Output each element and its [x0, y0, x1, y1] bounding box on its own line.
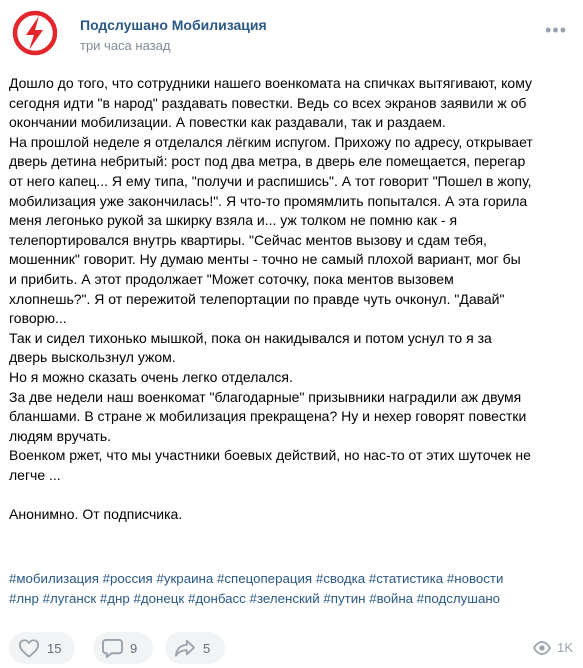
hashtags: [9, 569, 574, 609]
post-line: от него капец... Я ему типа, "получи и распишись". А тот говорит "Пошел в жопу,: [9, 172, 532, 189]
views-count: 1K: [557, 640, 573, 655]
post-line: людям вручать.: [9, 427, 112, 444]
more-icon[interactable]: •••: [545, 20, 567, 40]
like-button[interactable]: [9, 632, 75, 664]
hashtag-link[interactable]: #украина: [156, 571, 214, 586]
post-timestamp[interactable]: три часа назад: [80, 38, 171, 53]
post-line: Дошло до того, что сотрудники нашего военкомата на спичках вытягивают, кому: [9, 75, 532, 91]
hashtag-link[interactable]: #новости: [446, 571, 504, 586]
hashtag-link[interactable]: #днр: [99, 591, 130, 606]
post-line: окончании мобилизации. А повестки как раздавали, так и раздаем.: [9, 114, 446, 131]
heart-icon: [18, 638, 40, 658]
hashtag-link[interactable]: #статистика: [368, 571, 444, 586]
post-header: [0, 0, 583, 70]
like-count: 15: [47, 640, 62, 656]
post-line: сегодня идти "в народ" раздавать повестки. Ведь со всех экранов заявили ж об: [9, 94, 527, 111]
eye-icon: [533, 641, 551, 655]
views-counter: [533, 640, 573, 655]
hashtag-link[interactable]: #подслушано: [416, 591, 501, 606]
hashtag-link[interactable]: #зеленский: [249, 591, 320, 606]
post-line: хлопнешь?". Я от пережитой телепортации по правде чуть очконул. "Давай": [9, 290, 505, 307]
post-signature: Анонимно. От подписчика.: [9, 506, 183, 523]
post-line: За две недели наш военкомат "благодарные" призывники наградили аж двумя: [9, 388, 522, 405]
post-line: телепортировался внутрь квартиры. "Сейчас ментов вызову и сдам тебя,: [9, 231, 487, 248]
share-count: 5: [203, 640, 211, 656]
post-line: бланшами. В стране ж мобилизация прекращена? Ну и нехер говорят повестки: [9, 408, 527, 425]
hashtag-link[interactable]: #россия: [102, 571, 153, 586]
post-line: Но я можно сказать очень легко отделался.: [9, 368, 293, 385]
hashtag-link[interactable]: #донбасс: [187, 591, 246, 606]
paragraph-spacer: [9, 485, 574, 505]
group-avatar[interactable]: [12, 10, 58, 56]
post-line: говорю...: [9, 310, 67, 327]
lightning-logo-icon: [12, 10, 58, 56]
group-name-link[interactable]: Подслушано Мобилизация: [80, 17, 267, 33]
comment-count: 9: [130, 640, 138, 656]
post-actions: [0, 628, 583, 668]
post-line: Военком ржет, что мы участники боевых действий, но нас-то от этих шуточек не: [9, 447, 531, 464]
post-line: и прибить. А этот продолжает "Может соточку, пока ментов вызовем: [9, 270, 454, 287]
post-line: дверь детина небритый: рост под два метра, в дверь еле помещается, перегар: [9, 153, 526, 170]
hashtag-link[interactable]: #мобилизация: [9, 571, 99, 586]
hashtag-link[interactable]: #спецоперация: [216, 571, 313, 586]
hashtag-link[interactable]: #война: [369, 591, 414, 606]
post-line: легче ...: [9, 466, 61, 483]
share-button[interactable]: [165, 632, 225, 664]
comment-button[interactable]: [93, 632, 153, 664]
post-line: дверь выскользнул ужом.: [9, 349, 176, 366]
hashtag-link[interactable]: #путин: [323, 591, 366, 606]
share-icon: [174, 638, 196, 658]
post-line: Так и сидел тихонько мышкой, пока он накидывался и потом уснул то я за: [9, 329, 492, 346]
hashtag-link[interactable]: #лнр: [9, 591, 39, 606]
hashtag-link[interactable]: #донецк: [133, 591, 185, 606]
post-line: На прошлой неделе я отделался лёгким испугом. Прихожу по адресу, открывает: [9, 133, 533, 150]
comment-icon: [102, 638, 123, 658]
post-line: мобилизация уже закончилась!". Я что-то промямлить попытался. А эта горила: [9, 192, 528, 209]
post-line: меня легонько рукой за шкирку взяла и... уж толком не помню как - я: [9, 212, 458, 229]
post-text: [9, 74, 574, 525]
hashtag-link[interactable]: #сводка: [315, 571, 366, 586]
post-line: мошенник" говорит. Ну думаю менты - точно не самый плохой вариант, мог бы: [9, 251, 521, 268]
hashtag-link[interactable]: #луганск: [42, 591, 97, 606]
